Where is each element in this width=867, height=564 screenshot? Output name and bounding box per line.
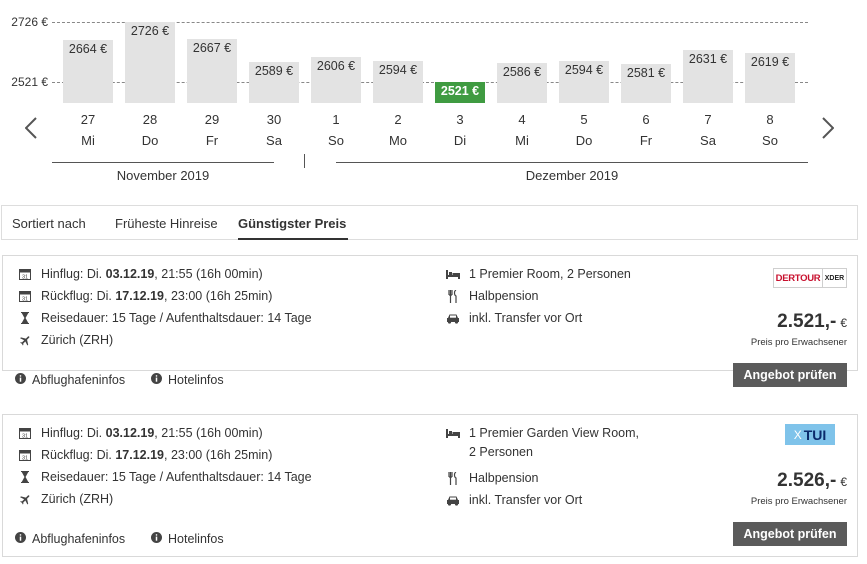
svg-text:31: 31 <box>21 274 29 280</box>
price-bar-label: 2594 € <box>378 62 418 77</box>
return-date: 17.12.19 <box>115 289 165 303</box>
sort-label: Sortiert nach <box>12 216 86 231</box>
room-row <box>445 426 639 440</box>
calendar-icon <box>17 289 33 303</box>
outbound-time: , 21:55 (16h 00min) <box>154 267 263 281</box>
weekday-label[interactable]: Mi <box>515 133 529 148</box>
price-bar-label: 2594 € <box>564 62 604 77</box>
day-number[interactable]: 1 <box>332 112 340 127</box>
outbound-flight-row <box>17 267 263 281</box>
room-text: 1 Premier Room, 2 Personen <box>469 267 631 281</box>
price-bar-label: 2631 € <box>688 51 728 66</box>
month-label-dezember: Dezember 2019 <box>525 168 619 183</box>
tui-logo <box>785 424 835 445</box>
board-row <box>445 471 539 485</box>
return-time: , 23:00 (16h 25min) <box>164 289 273 303</box>
weekday-label[interactable]: Mi <box>81 133 95 148</box>
car-icon <box>445 493 461 507</box>
airplane-icon <box>17 492 33 506</box>
outbound-label: Hinflug: Di. <box>41 267 103 281</box>
next-dates-button[interactable] <box>817 113 839 143</box>
day-number[interactable]: 8 <box>766 112 774 127</box>
bed-icon <box>445 267 461 281</box>
weekday-label[interactable]: Sa <box>266 133 282 148</box>
return-label: Rückflug: Di. <box>41 448 112 462</box>
cutlery-icon <box>445 471 461 485</box>
transfer-row <box>445 493 582 507</box>
return-flight-row <box>17 289 272 303</box>
calendar-icon <box>17 448 33 462</box>
month-separator <box>304 154 305 168</box>
offer-card <box>2 255 858 387</box>
room-text: 1 Premier Garden View Room, <box>469 426 639 440</box>
weekday-label[interactable]: So <box>328 133 344 148</box>
weekday-label[interactable]: Sa <box>700 133 716 148</box>
svg-text:31: 31 <box>21 455 29 461</box>
price-bar-label: 2667 € <box>192 41 232 56</box>
calendar-icon <box>17 426 33 440</box>
day-number[interactable]: 30 <box>266 112 282 127</box>
price-note: Preis pro Erwachsener <box>750 337 847 348</box>
room-text-continued: 2 Personen <box>469 445 533 459</box>
month-label-november: November 2019 <box>116 168 210 183</box>
board-text: Halbpension <box>469 289 539 303</box>
offer-price-value: 2.521,- <box>777 311 837 332</box>
info-icon <box>15 532 26 546</box>
sort-option-cheapest[interactable]: Günstigster Preis <box>238 216 347 231</box>
price-note: Preis pro Erwachsener <box>750 496 847 507</box>
price-bar-label: 2521 € <box>440 84 480 98</box>
day-number[interactable]: 2 <box>394 112 402 127</box>
weekday-label[interactable]: Fr <box>639 133 653 148</box>
return-label: Rückflug: Di. <box>41 289 112 303</box>
outbound-date: 03.12.19 <box>105 426 155 440</box>
weekday-label[interactable]: Do <box>575 133 593 148</box>
xder-logo-text: XDER <box>822 269 846 287</box>
price-bar-label: 2606 € <box>316 59 356 74</box>
day-number[interactable]: 28 <box>142 112 158 127</box>
weekday-label[interactable]: So <box>762 133 778 148</box>
airport-text: Zürich (ZRH) <box>41 333 114 347</box>
weekday-label[interactable]: Do <box>141 133 159 148</box>
day-number[interactable]: 27 <box>80 112 96 127</box>
bed-icon <box>445 426 461 440</box>
price-bar-label: 2586 € <box>502 64 542 79</box>
info-icon <box>151 373 162 387</box>
outbound-label: Hinflug: Di. <box>41 426 103 440</box>
duration-text: Reisedauer: 15 Tage / Aufenthaltsdauer: 14 Tage <box>41 470 312 484</box>
info-icon <box>151 532 162 546</box>
svg-text:31: 31 <box>21 433 29 439</box>
price-calendar-chart <box>0 0 867 200</box>
return-flight-row <box>17 448 272 462</box>
sort-active-underline <box>238 238 348 240</box>
duration-text: Reisedauer: 15 Tage / Aufenthaltsdauer: 14 Tage <box>41 311 312 325</box>
day-number[interactable]: 5 <box>580 112 588 127</box>
offer-price-value: 2.526,- <box>777 470 837 491</box>
return-date: 17.12.19 <box>115 448 165 462</box>
price-bar-label: 2619 € <box>750 55 790 70</box>
weekday-label[interactable]: Fr <box>205 133 219 148</box>
offer-price <box>777 470 847 492</box>
hourglass-icon <box>17 470 33 484</box>
day-number[interactable]: 6 <box>642 112 650 127</box>
hotel-info-link[interactable] <box>151 532 224 546</box>
airport-info-link[interactable] <box>15 532 125 546</box>
day-number[interactable]: 3 <box>456 112 464 127</box>
sort-option-earliest[interactable]: Früheste Hinreise <box>115 216 218 231</box>
airport-info-link[interactable] <box>15 373 125 387</box>
hourglass-icon <box>17 311 33 325</box>
offer-price-currency: € <box>840 316 847 330</box>
sort-bar <box>1 205 858 240</box>
check-offer-button[interactable]: Angebot prüfen <box>733 522 847 546</box>
tui-logo-prefix: X <box>793 427 802 442</box>
airport-info-label: Abflughafeninfos <box>32 532 126 546</box>
airport-text: Zürich (ZRH) <box>41 492 114 506</box>
outbound-time: , 21:55 (16h 00min) <box>154 426 263 440</box>
dertour-logo-text: DERTOUR <box>775 272 821 284</box>
ref-max-label: 2726 € <box>11 15 48 29</box>
transfer-text: inkl. Transfer vor Ort <box>469 493 583 507</box>
check-offer-button[interactable]: Angebot prüfen <box>733 363 847 387</box>
svg-text:31: 31 <box>21 296 29 302</box>
transfer-text: inkl. Transfer vor Ort <box>469 311 583 325</box>
weekday-label[interactable]: Mo <box>388 133 408 148</box>
board-text: Halbpension <box>469 471 539 485</box>
price-bar-label: 2581 € <box>626 66 666 81</box>
outbound-date: 03.12.19 <box>105 267 155 281</box>
airport-row <box>17 333 113 347</box>
board-row <box>445 289 539 303</box>
price-bar-label: 2726 € <box>130 24 170 38</box>
ref-min-label: 2521 € <box>11 75 48 89</box>
outbound-flight-row <box>17 426 263 440</box>
hotel-info-label: Hotelinfos <box>168 373 224 387</box>
day-number[interactable]: 4 <box>518 112 526 127</box>
chevron-left-icon <box>25 117 37 139</box>
hotel-info-label: Hotelinfos <box>168 532 224 546</box>
chevron-right-icon <box>822 117 834 139</box>
calendar-icon <box>17 267 33 281</box>
dertour-logo <box>773 268 847 288</box>
hotel-info-link[interactable] <box>151 373 224 387</box>
info-icon <box>15 373 26 387</box>
month-line-dezember <box>336 162 808 163</box>
airport-row <box>17 492 113 506</box>
weekday-label[interactable]: Di <box>453 133 467 148</box>
car-icon <box>445 311 461 325</box>
price-bar-label: 2664 € <box>68 42 108 57</box>
tui-logo-text: TUI <box>803 426 827 443</box>
transfer-row <box>445 311 582 325</box>
day-number[interactable]: 7 <box>704 112 712 127</box>
airport-info-label: Abflughafeninfos <box>32 373 126 387</box>
return-time: , 23:00 (16h 25min) <box>164 448 273 462</box>
room-row <box>445 267 631 281</box>
day-number[interactable]: 29 <box>204 112 220 127</box>
offer-price-currency: € <box>840 475 847 489</box>
offer-card <box>2 414 858 557</box>
month-line-november <box>52 162 274 163</box>
price-bar-label: 2589 € <box>254 64 294 79</box>
prev-dates-button[interactable] <box>20 113 42 143</box>
room-row-continued <box>469 445 533 459</box>
offer-price <box>777 311 847 333</box>
cutlery-icon <box>445 289 461 303</box>
duration-row <box>17 470 312 484</box>
airplane-icon <box>17 333 33 347</box>
duration-row <box>17 311 312 325</box>
